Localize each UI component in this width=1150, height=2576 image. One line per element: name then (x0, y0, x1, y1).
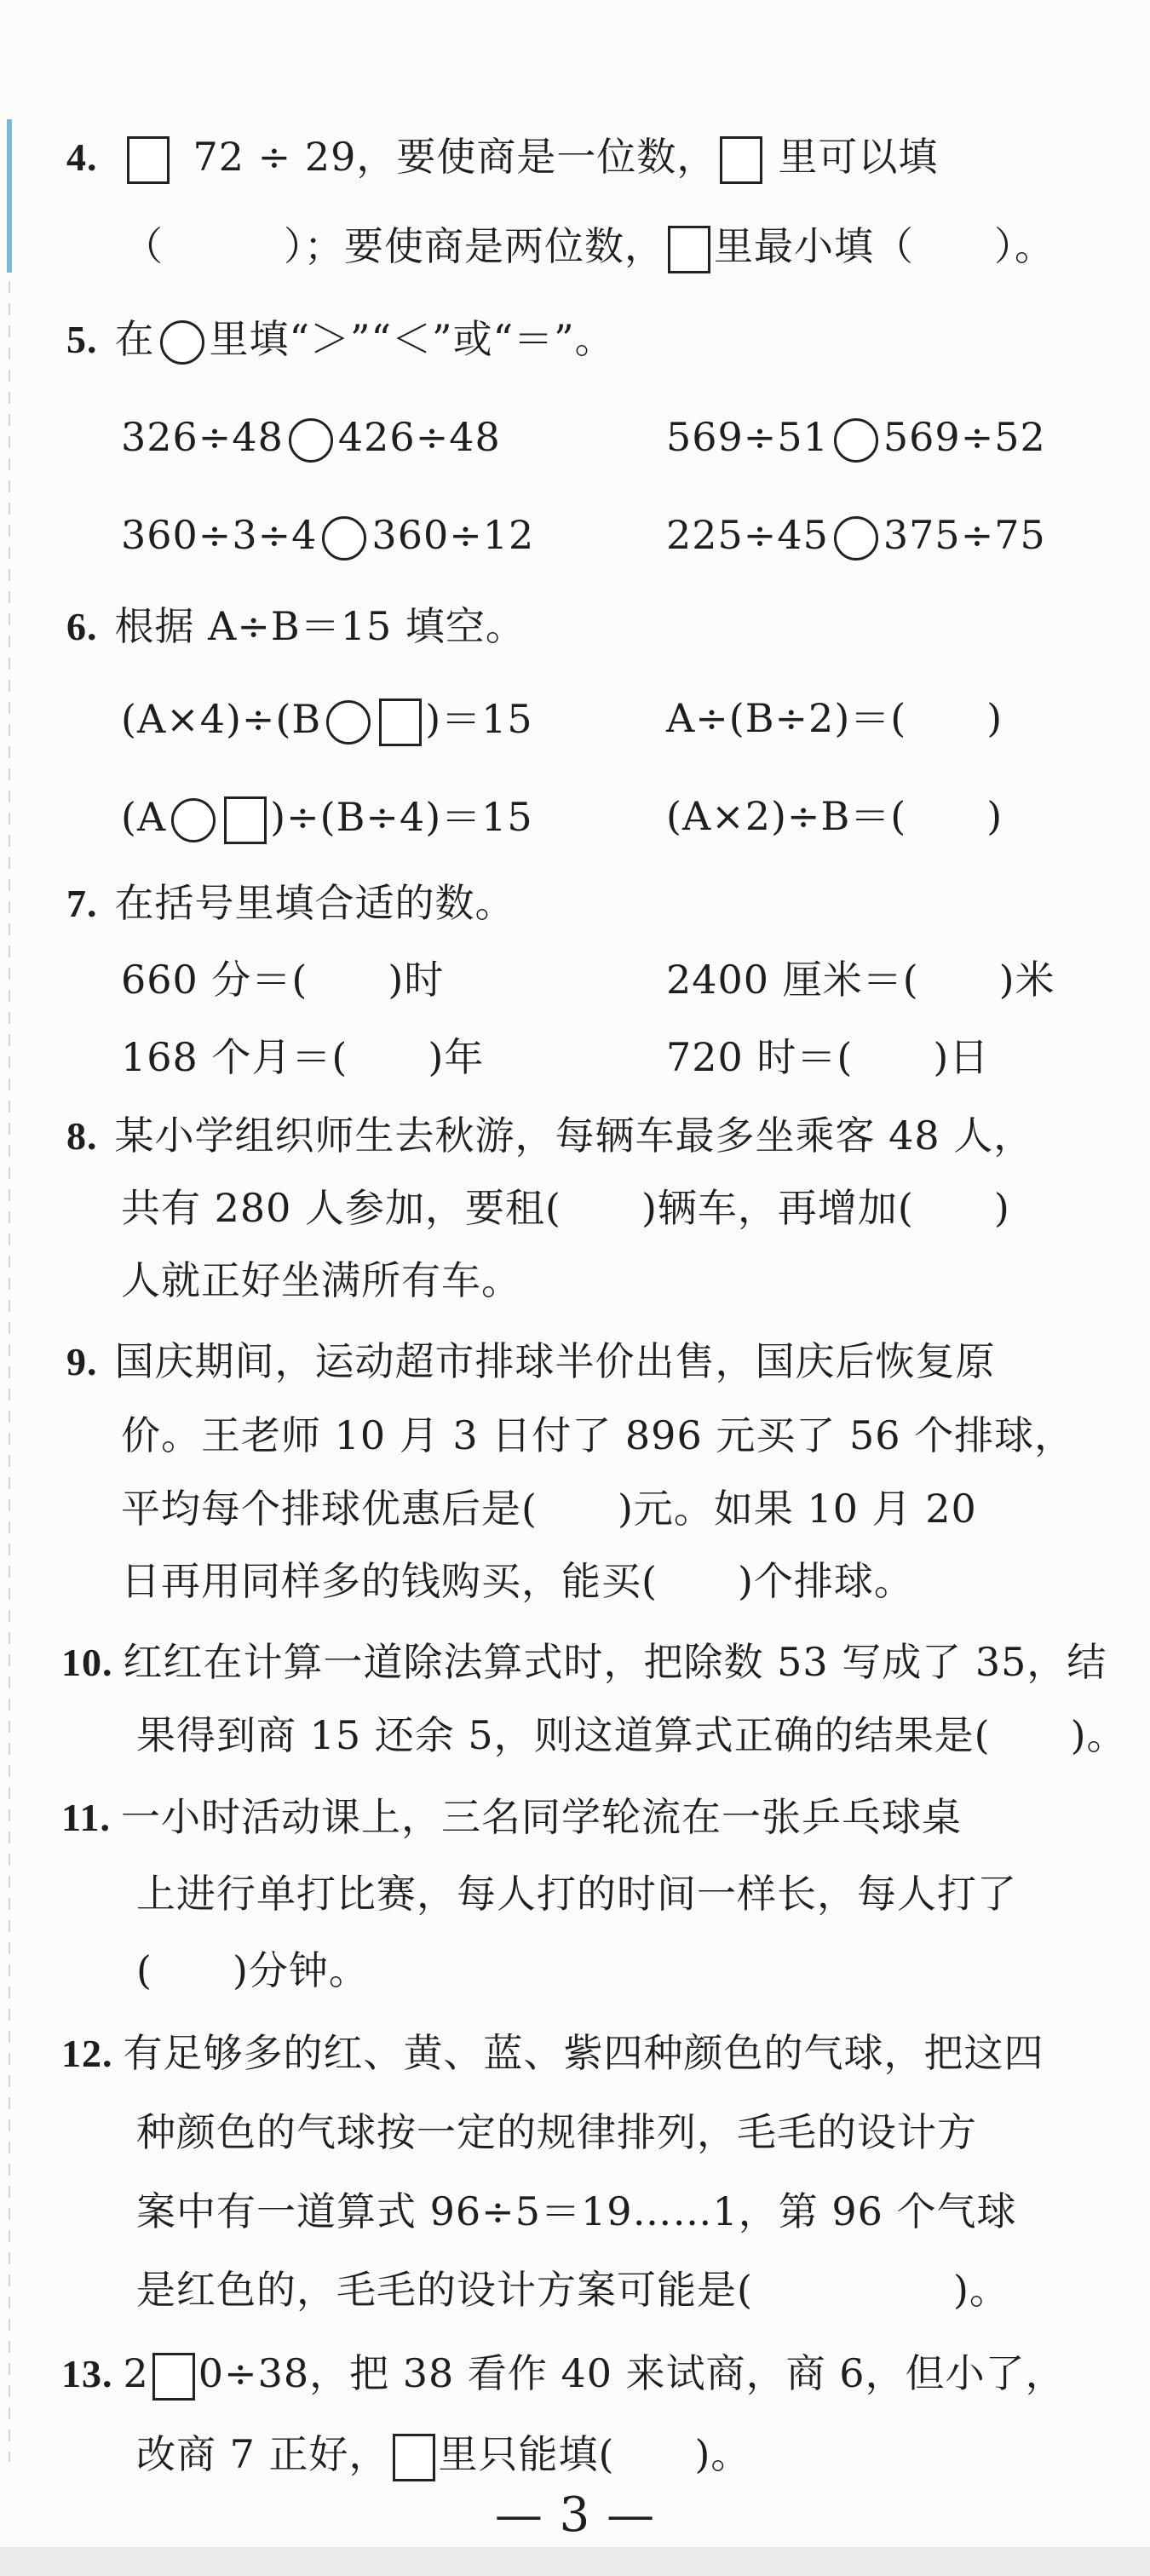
q12-text-4: 是红色的，毛毛的设计方案可能是( )。 (136, 2267, 1009, 2313)
q5-r1-circle-1[interactable] (289, 418, 333, 463)
q4-text-2b: 里最小填（ ）。 (714, 223, 1055, 269)
q4-line2 (124, 223, 1055, 273)
q5-r1-expr-c: 569÷51 (666, 414, 829, 460)
q5-circle-legend (160, 320, 204, 365)
q4-box-3[interactable] (668, 226, 710, 273)
q4-line1 (66, 136, 938, 184)
q11-text-1: 一小时活动课上，三名同学轮流在一张乒乓球桌 (120, 1794, 962, 1840)
q9-text-1: 国庆期间，运动超市排球半价出售，国庆后恢复原 (114, 1338, 996, 1384)
q4-text-2a: （ ）；要使商是两位数， (124, 223, 664, 269)
q6-r2-expr-c: (A×2)÷B＝( ) (666, 793, 1003, 839)
bottom-edge-strip (0, 2547, 1150, 2576)
q9-text-4: 日再用同样多的钱购买，能买( )个排球。 (121, 1558, 914, 1604)
q7-number: 7. (66, 882, 98, 925)
q5-text-1a: 在 (114, 316, 155, 362)
q6-line1 (66, 603, 526, 649)
q11-line1 (61, 1794, 962, 1840)
margin-dashed-line (9, 281, 10, 2462)
q5-r1-expr-a: 326÷48 (121, 414, 284, 460)
q4-box-2[interactable] (720, 136, 762, 184)
q8-line1 (66, 1113, 1034, 1159)
q6-row2-left (121, 796, 533, 844)
page-number: — 3 — (494, 2487, 656, 2543)
q9-text-2: 价。王老师 10 月 3 日付了 896 元买了 56 个排球， (121, 1412, 1075, 1458)
q11-text-2: 上进行单打比赛，每人打的时间一样长，每人打了 (136, 1871, 1017, 1917)
q6-r2-expr-a: (A (121, 794, 167, 840)
q6-r1-expr-a: (A×4)÷(B (121, 696, 322, 742)
margin-accent-bar (7, 119, 12, 273)
q12-text-3: 案中有一道算式 96÷5＝19……1，第 96 个气球 (136, 2188, 1017, 2234)
q5-line1 (66, 316, 615, 365)
q6-r2-box[interactable] (224, 796, 267, 844)
q13-text-1b: 0÷38，把 38 看作 40 来试商，商 6，但小了， (198, 2350, 1066, 2396)
q5-row1-left (121, 414, 501, 463)
q6-r1-expr-b: )＝15 (425, 696, 533, 742)
q11-text-3: ( )分钟。 (136, 1947, 369, 1993)
q5-text-1b: 里填“＞”“＜”或“＝”。 (209, 316, 615, 362)
q13-text-2a: 改商 7 正好， (136, 2431, 389, 2477)
q12-text-1: 有足够多的红、黄、蓝、紫四种颜色的气球，把这四 (123, 2030, 1044, 2076)
q5-row1-right (666, 414, 1046, 463)
q5-r1-expr-b: 426÷48 (337, 414, 501, 460)
q9-number: 9. (66, 1340, 98, 1383)
q5-r2-expr-b: 360÷12 (371, 512, 535, 558)
q8-text-1: 某小学组织师生去秋游，每辆车最多坐乘客 48 人， (114, 1113, 1034, 1159)
q5-row2-left (121, 512, 535, 561)
q5-r1-expr-d: 569÷52 (883, 414, 1046, 460)
q6-r1-box[interactable] (379, 699, 422, 746)
q12-number: 12. (61, 2032, 113, 2075)
q8-text-3: 人就正好坐满所有车。 (121, 1257, 521, 1303)
q7-d: 720 时＝( )日 (666, 1034, 990, 1080)
q6-row1-left (121, 696, 533, 746)
q4-text-1a: 72 ÷ 29，要使商是一位数， (193, 134, 717, 180)
q11-number: 11. (61, 1796, 111, 1839)
q10-line1 (61, 1639, 1107, 1685)
q5-r2-circle-1[interactable] (322, 516, 366, 561)
q5-r2-circle-2[interactable] (834, 516, 878, 561)
q8-text-2: 共有 280 人参加，要租( )辆车，再增加( ) (121, 1185, 1010, 1231)
q6-r1-circle[interactable] (326, 700, 371, 745)
q10-text-2: 果得到商 15 还余 5，则这道算式正确的结果是( )。 (136, 1712, 1127, 1758)
q13-box-1[interactable] (152, 2353, 195, 2401)
q9-text-3: 平均每个排球优惠后是( )元。如果 10 月 20 (121, 1486, 977, 1532)
q13-number: 13. (61, 2352, 113, 2395)
q6-row2-right (666, 793, 1003, 839)
q13-text-2b: 里只能填( )。 (438, 2431, 751, 2477)
q9-line1 (66, 1338, 996, 1384)
q12-line1 (61, 2030, 1044, 2076)
q4-text-1b: 里可以填 (778, 134, 939, 180)
q5-r2-expr-c: 225÷45 (666, 512, 829, 558)
q7-c: 168 个月＝( )年 (121, 1034, 485, 1080)
q7-line1 (66, 880, 515, 926)
q13-text-1a: 2 (123, 2350, 149, 2396)
q7-b: 2400 厘米＝( )米 (666, 957, 1055, 1003)
q7-text-1: 在括号里填合适的数。 (114, 880, 515, 926)
q5-r2-expr-a: 360÷3÷4 (121, 512, 318, 558)
q10-text-1: 红红在计算一道除法算式时，把除数 53 写成了 35，结 (123, 1639, 1107, 1685)
q6-number: 6. (66, 605, 98, 648)
q6-row1-right (666, 695, 1003, 741)
q5-number: 5. (66, 318, 98, 361)
q6-r2-circle[interactable] (171, 798, 216, 842)
q10-number: 10. (61, 1641, 113, 1684)
q5-row2-right (666, 512, 1046, 561)
q13-line1 (61, 2350, 1066, 2401)
q12-text-2: 种颜色的气球按一定的规律排列，毛毛的设计方 (136, 2109, 977, 2155)
q4-box-1[interactable] (127, 136, 170, 184)
q13-box-2[interactable] (393, 2434, 435, 2481)
q6-r1-expr-c: A÷(B÷2)＝( ) (666, 695, 1003, 741)
q5-r2-expr-d: 375÷75 (883, 512, 1046, 558)
q7-a: 660 分＝( )时 (121, 957, 445, 1003)
q8-number: 8. (66, 1114, 98, 1158)
q13-line2 (136, 2431, 751, 2481)
q5-r1-circle-2[interactable] (834, 418, 878, 463)
q6-r2-expr-b: )÷(B÷4)＝15 (270, 794, 533, 840)
q4-number: 4. (66, 135, 98, 179)
q6-text-1: 根据 A÷B＝15 填空。 (114, 603, 526, 649)
